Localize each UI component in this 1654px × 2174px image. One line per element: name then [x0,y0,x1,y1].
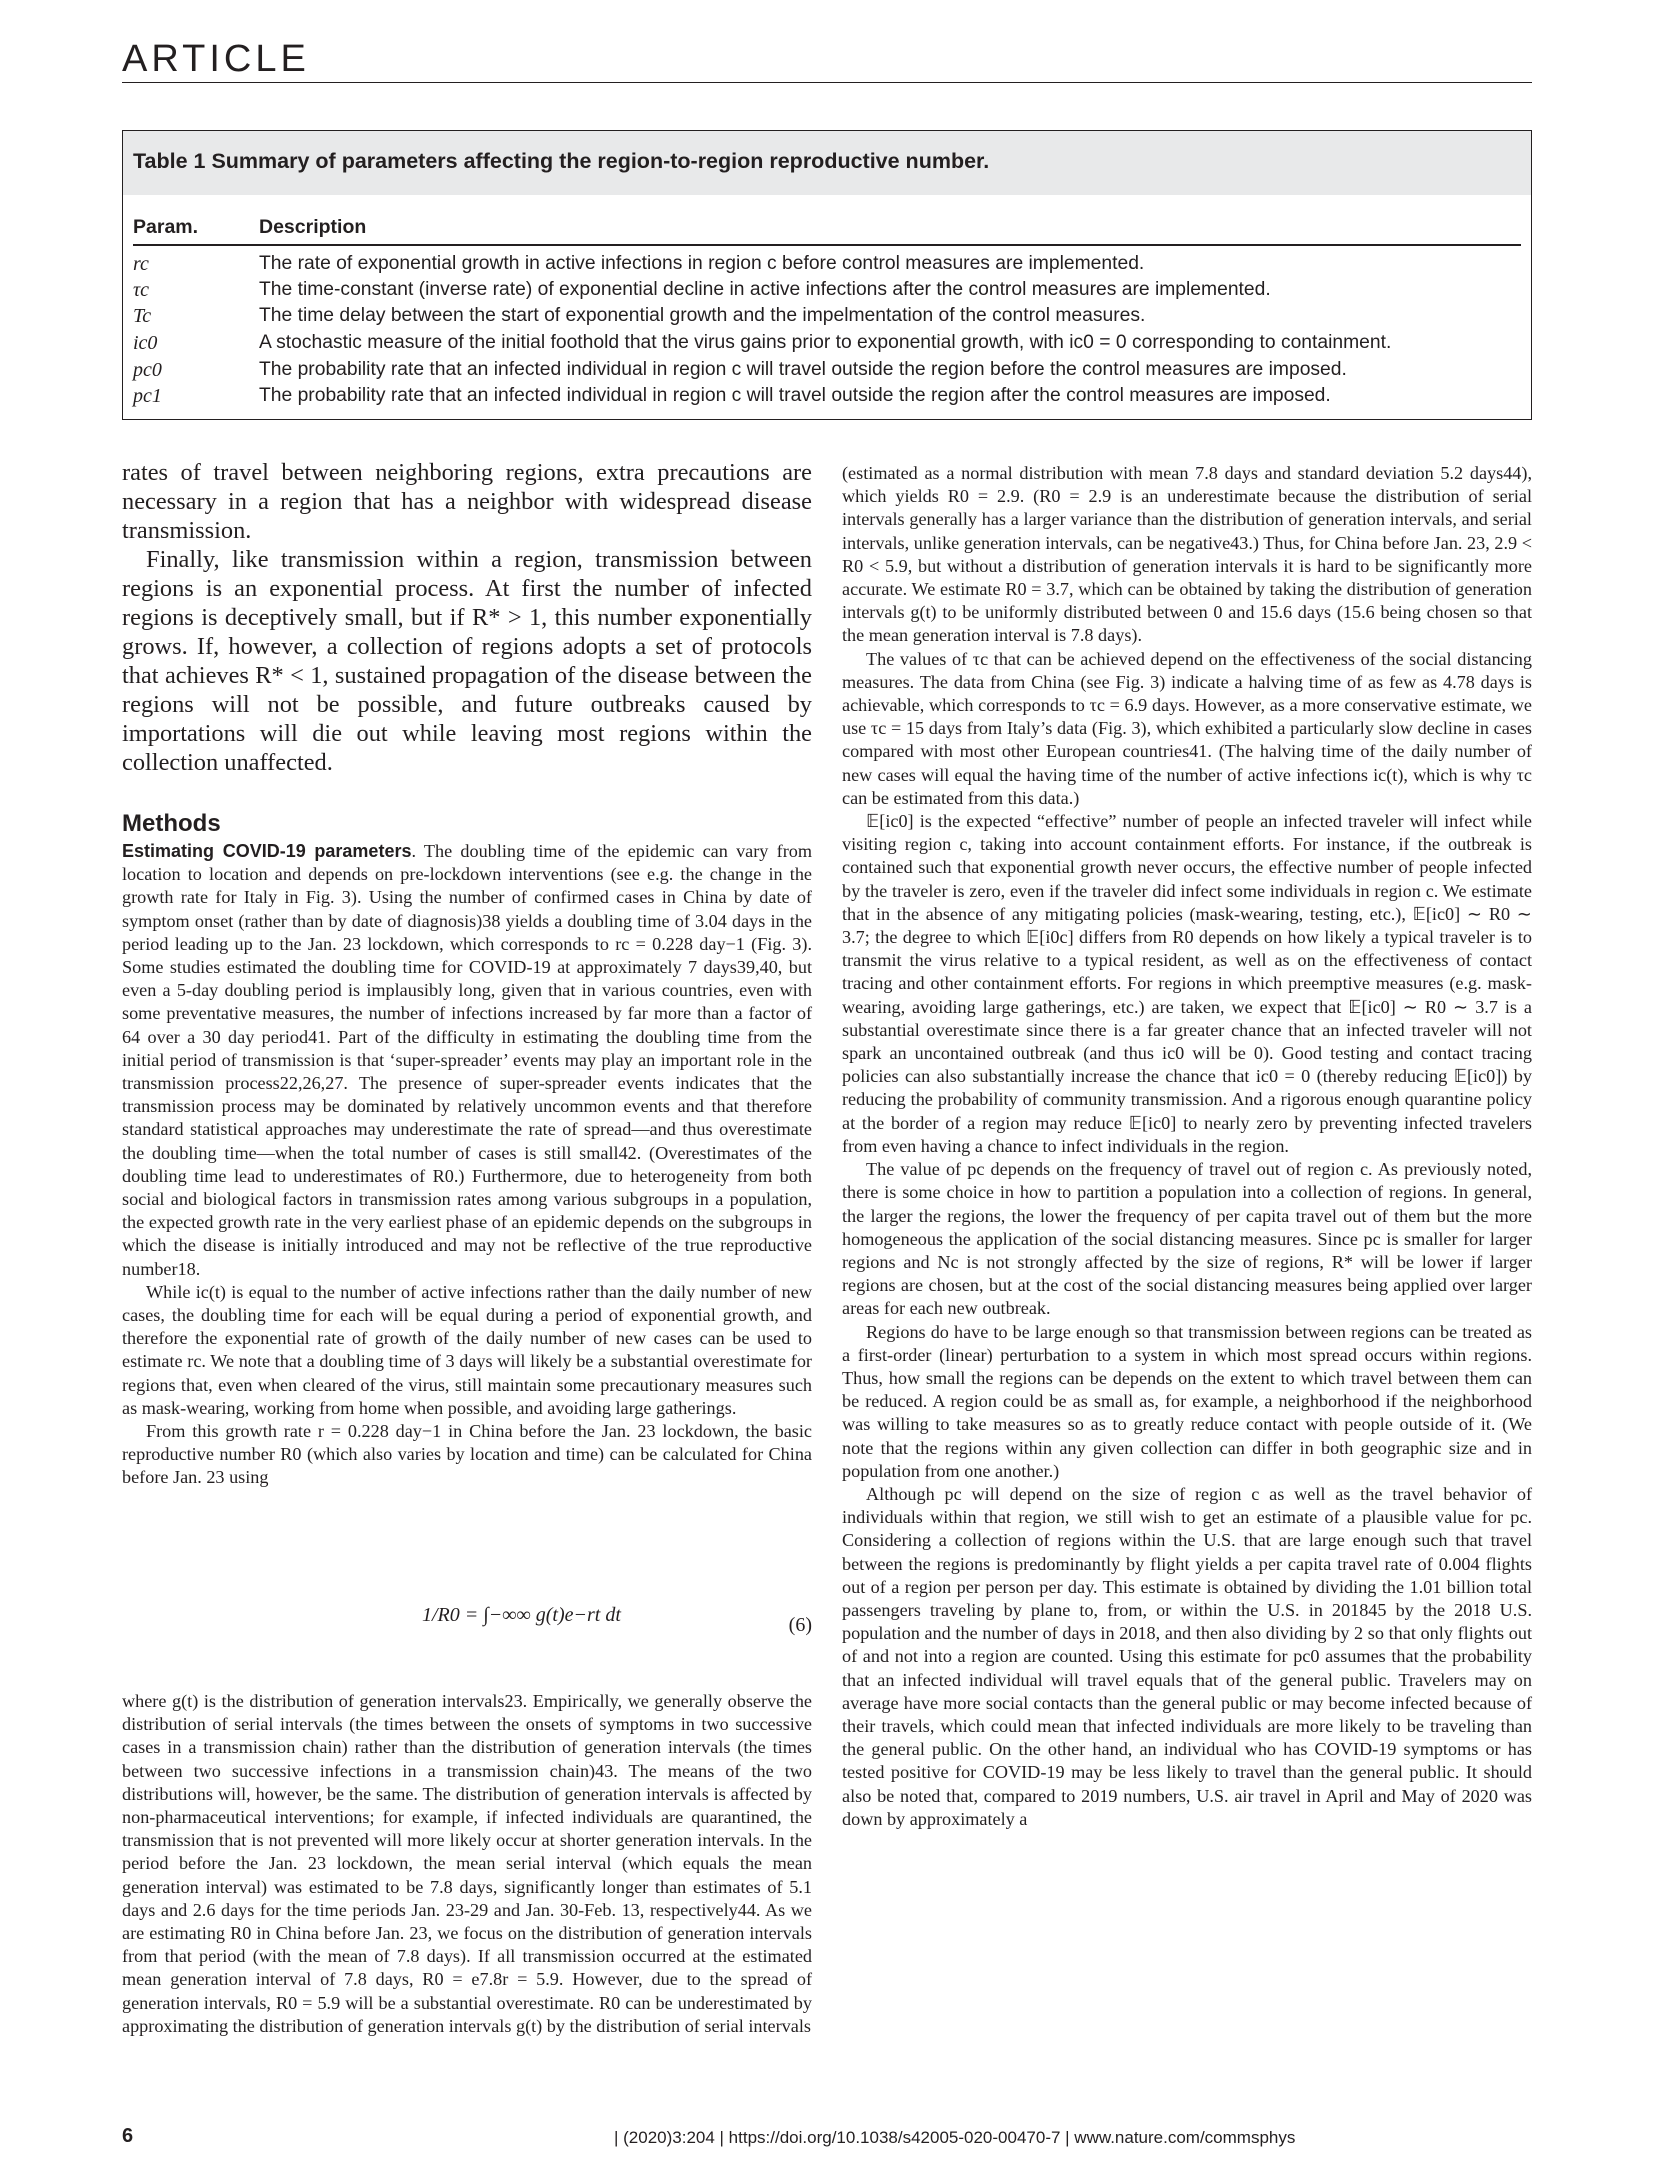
row-param: pc0 [133,359,162,381]
row-param: Tc [133,305,152,327]
paragraph: While ic(t) is equal to the number of active infections rather than the daily number of new cases, the doubling time for each will be equal during a period of exponential growth, and therefore the exponential rate of growth of the daily number of new cases can be used to estimate rc. We note that a doubling time of 3 days will likely be a substantial overestimate for regions that, even when cleared of the virus, still maintain some precautionary measures such as mask-wearing, working from home when possible, and avoiding large gatherings. [122,1281,812,1418]
paragraph: Although pc will depend on the size of region c as well as the travel behavior of individuals within that region, we still wish to get an estimate of a plausible value for pc. Considering a collection of regions within the U.S. that are large enough such that travel between the regions is predominantly by flight yields a per capita travel rate of 0.004 flights out of a region per person per day. This estimate is obtained by dividing the 1.01 billion total passengers traveling by plane to, from, or within the U.S. in 201845 by the 2018 U.S. population and the number of days in 2018, and then also dividing by 2 so that only flights out of and not into a region are counted. Using this estimate for pc0 assumes that the probability that an infected individual will travel equals that of the general public. Travelers may on average have more social contacts than the general public or may become infected because of their travels, which could mean that infected individuals are more likely to be traveling than the general public. On the other hand, an individual who has COVID-19 symptoms or has tested positive for COVID-19 may be less likely to travel than the general public. It should also be noted that, compared to 2019 numbers, U.S. air travel in April and May of 2020 was down by approximately a [842,1483,1532,1829]
table-row [133,253,1521,280]
paragraph: where g(t) is the distribution of generation intervals23. Empirically, we generally observe the distribution of serial intervals (the times between the onsets of symptoms in two successive cases in a transmission chain) rather than the distribution of generation intervals (the times between two successive infections in a transmission chain)43. The means of the two distributions will, however, be the same. The distribution of generation intervals is affected by non-pharmaceutical interventions; for example, if infected individuals are quarantined, the transmission that is not prevented will more likely occur at shorter generation intervals. In the period before the Jan. 23 lockdown, the mean serial interval (which equals the mean generation interval) was estimated to be 7.8 days, significantly longer than estimates of 5.1 days and 2.6 days for the time periods Jan. 23-29 and Jan. 30-Feb. 13, respectively44. As we are estimating R0 in China before Jan. 23, we focus on the distribution of generation intervals from that period (with the mean of 7.8 days). If all transmission occurred at the estimated mean generation interval of 7.8 days, R0 = e7.8r = 5.9. However, due to the spread of generation intervals, R0 = 5.9 will be a substantial overestimate. R0 can be underestimated by approximating the distribution of generation intervals g(t) by the distribution of serial intervals [122,1691,812,2036]
row-desc: The time delay between the start of exponential growth and the impelmentation of the control measures. [259,305,1146,326]
row-param: ic0 [133,332,158,354]
col-param-header: Param. [133,216,199,238]
paragraph: 𝔼[ic0] is the expected “effective” number of people an infected traveler will infect while visiting region c, taking into account containment efforts. For instance, if the outbreak is contained such that exponential growth never occurs, the effective number of people infected by the traveler is zero, even if the traveler did infect some individuals in region c. We estimate that in the absence of any mitigating policies (mask-wearing, testing, etc.), 𝔼[ic0] ∼ R0 ∼ 3.7; the degree to which 𝔼[i0c] differs from R0 depends on how likely a typical traveler is to transmit the virus relative to a typical resident, as well as on the effectiveness of contact tracing and other containment efforts. For regions in which preemptive measures (e.g. mask-wearing, avoiding large gatherings, etc.) are taken, we expect that 𝔼[ic0] ∼ R0 ∼ 3.7 is a substantial overestimate since there is a far greater chance that an infected traveler will not spark an uncontained outbreak (and thus ic0 will be 0). Good testing and contact tracing policies can also substantially increase the chance that ic0 = 0 (thereby reducing 𝔼[ic0]) by reducing the probability of community transmission. And a rigorous enough quarantine policy at the border of a region may reduce 𝔼[ic0] to nearly zero by preventing infected travelers from even having a chance to infect individuals in the region. [842,811,1532,1156]
paragraph: . The doubling time of the epidemic can vary from location to location and depends on pre-lockdown interventions (see e.g. the change in the growth rate for Italy in Fig. 3). Using the number of confirmed cases in China by date of symptom onset (rather than by date of diagnosis)38 yields a doubling time of 3.04 days in the period leading up to the Jan. 23 lockdown, which corresponds to rc = 0.228 day−1 (Fig. 3). Some studies estimated the doubling time for COVID-19 at approximately 7 days39,40, but even a 5-day doubling period is implausibly long, given that in various countries, even with some preventative measures, the number of infections increased by far more than a factor of 64 over a 30 day period41. Part of the difficulty in estimating the doubling time from the initial period of transmission is that ‘super-spreader’ events may play an important role in the transmission process22,26,27. The presence of super-spreader events indicates that the transmission process may be dominated by relatively uncommon events and that therefore standard statistical approaches may underestimate the rate of spread—and thus overestimate the doubling time—when the total number of cases is still small42. (Overestimates of the doubling time lead to underestimates of R0.) Furthermore, due to heterogeneity from both social and biological factors in transmission rates among various subgroups in a population, the expected growth rate in the very earliest phase of an epidemic depends on the subgroups in which the disease is initially introduced and may not be reflective of the true reproductive number18. [122,841,812,1279]
table-row [133,279,1521,306]
table-caption: Table 1 Summary of parameters affecting the region-to-region reproductive number. [123,131,1531,195]
table-header [133,216,1521,246]
paragraph: (estimated as a normal distribution with mean 7.8 days and standard deviation 5.2 days44), which yields R0 = 2.9. (R0 = 2.9 is an underestimate because the distribution of serial intervals generally has a larger variance than the distribution of generation intervals, and serial intervals, unlike generation intervals, can be negative43.) Thus, for China before Jan. 23, 2.9 < R0 < 5.9, but without a distribution of generation intervals it is hard to be significantly more accurate. We estimate R0 = 3.7, which can be obtained by taking the distribution of generation intervals g(t) to be uniformly distributed between 0 and 15.6 days (15.6 being chosen so that the mean generation interval is 7.8 days). [842,463,1532,646]
table-rule [133,244,1521,246]
methods-text-2 [122,1690,812,2038]
row-param: pc1 [133,385,162,407]
equation-6 [122,1592,812,1672]
table-row [133,332,1521,359]
header-rule [122,82,1532,83]
table-row [133,359,1521,386]
methods-text [122,840,812,1490]
paragraph: Regions do have to be large enough so that transmission between regions can be treated as a first-order (linear) perturbation to a system in which most spread occurs within regions. Thus, how small the regions can be depends on the extent to which travel between them can be reduced. A region could be as small as, for example, a neighborhood if the neighborhood was willing to take measures so as to greatly reduce contact with people outside of it. (We note that the regions within any given collection can differ in both geographic size and in population from one another.) [842,1321,1532,1481]
col-desc-header: Description [259,216,367,238]
row-param: τc [133,279,150,301]
subheading: Estimating COVID-19 parameters [122,841,412,861]
row-desc: A stochastic measure of the initial foothold that the virus gains prior to exponential growth, with ic0 = 0 corresponding to containment. [259,332,1392,353]
row-desc: The time-constant (inverse rate) of exponential decline in active infections after the control measures are implemented. [259,279,1271,300]
row-desc: The rate of exponential growth in active infections in region c before control measures are implemented. [259,253,1145,274]
intro-text [122,458,812,777]
table-row [133,305,1521,332]
right-column [842,462,1532,1831]
paragraph: The values of τc that can be achieved depend on the effectiveness of the social distancing measures. The data from China (see Fig. 3) indicate a halving time of as few as 4.78 days is achievable, which corresponds to τc = 6.9 days. However, as a more conservative estimate, we use τc = 15 days from Italy’s data (Fig. 3), which exhibited a particularly slow decline in cases compared with most other European countries41. (The halving time of the daily number of new cases will equal the having time of the number of active infections ic(t), which is why τc can be estimated from this data.) [842,648,1532,808]
paragraph: The value of pc depends on the frequency of travel out of region c. As previously noted, there is some choice in how to partition a population into a collection of regions. In general, the larger the regions, the lower the frequency of per capita travel out of them but the more homogeneous the application of the social distancing measures. Since pc is smaller for larger regions and Nc is not strongly affected by the size of regions, R* will be lower if larger regions are chosen, but at the cost of the social distancing measures being applied over larger areas for each new outbreak. [842,1159,1532,1319]
row-desc: The probability rate that an infected individual in region c will travel outside the region before the control measures are imposed. [259,359,1347,380]
parameter-table [122,130,1532,420]
row-desc: The probability rate that an infected individual in region c will travel outside the region after the control measures are imposed. [259,385,1331,406]
row-param: rc [133,253,149,275]
paragraph: From this growth rate r = 0.228 day−1 in China before the Jan. 23 lockdown, the basic reproductive number R0 (which also varies by location and time) can be calculated for China before Jan. 23 using [122,1421,812,1488]
paragraph: Finally, like transmission within a region, transmission between regions is an exponential process. At first the number of infected regions is deceptively small, but if R* > 1, this number exponentially grows. If, however, a collection of regions adopts a set of protocols that achieves R* < 1, sustained propagation of the disease between the regions will not be possible, and future outbreaks caused by importations will die out while leaving most regions within the collection unaffected. [122,546,812,776]
methods-heading: Methods [122,810,221,837]
section-header: ARTICLE [122,38,310,80]
equation: 1/R0 = ∫−∞∞ g(t)e−rt dt [422,1604,621,1626]
page-number: 6 [122,2125,134,2147]
footer-citation: | (2020)3:204 | https://doi.org/10.1038/s42005-020-00470-7 | www.nature.com/commsphys [614,2128,1296,2147]
paragraph: rates of travel between neighboring regions, extra precautions are necessary in a region that has a neighbor with widespread disease transmission. [122,459,812,544]
table-row [133,385,1521,412]
equation-number: (6) [788,1614,812,1636]
